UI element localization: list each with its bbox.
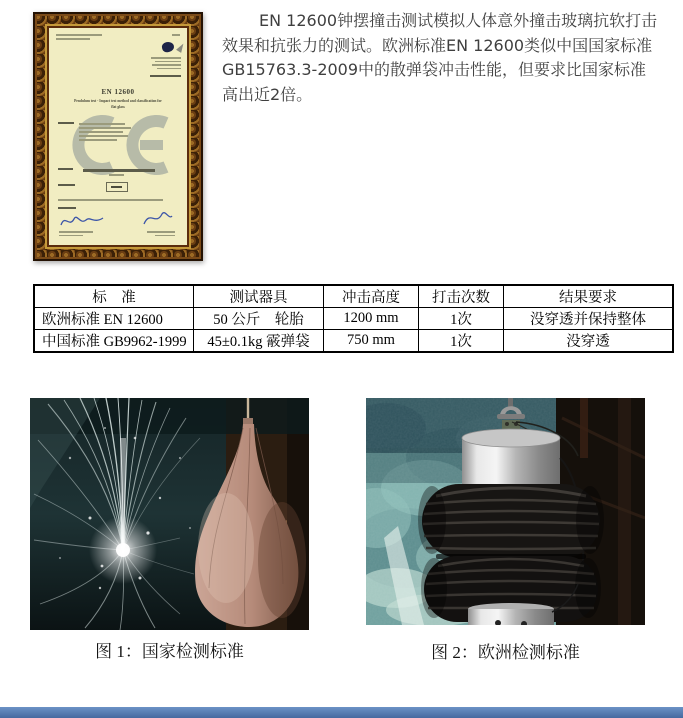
cert-fineprint bbox=[59, 231, 93, 233]
cert-fineprint bbox=[155, 235, 175, 237]
cert-fineprint bbox=[151, 57, 181, 59]
cert-fineprint bbox=[58, 199, 163, 201]
cert-fineprint bbox=[58, 184, 75, 186]
pen-icon bbox=[176, 42, 186, 53]
cert-fineprint bbox=[150, 75, 181, 77]
test-result-box bbox=[106, 182, 128, 192]
column-header-result: 结果要求 bbox=[504, 285, 674, 308]
signature-icon bbox=[59, 212, 107, 230]
cert-fineprint bbox=[59, 235, 83, 237]
column-header-hits: 打击次数 bbox=[419, 285, 504, 308]
cert-fineprint bbox=[172, 34, 180, 36]
standards-table bbox=[33, 284, 674, 353]
paragraph-line: 高出近2倍。 bbox=[222, 84, 313, 104]
table-cell: 欧洲标准 EN 12600 bbox=[34, 308, 194, 330]
table-cell: 45±0.1kg 霰弹袋 bbox=[194, 330, 324, 353]
certificate-photo bbox=[33, 12, 203, 261]
cert-fineprint bbox=[79, 135, 128, 137]
twin-tire-impactor-photo bbox=[366, 398, 645, 625]
column-header-height: 冲击高度 bbox=[324, 285, 419, 308]
column-header-device: 测试器具 bbox=[194, 285, 324, 308]
shot-bag-test-photo bbox=[30, 398, 309, 630]
intro-paragraph bbox=[222, 9, 678, 107]
table-cell: 50 公斤 轮胎 bbox=[194, 308, 324, 330]
column-header-standard: 标 准 bbox=[34, 285, 194, 308]
table-cell: 750 mm bbox=[324, 330, 419, 353]
cert-fineprint bbox=[56, 34, 102, 36]
certificate-subtitle: flat glass bbox=[111, 104, 125, 109]
cert-fineprint bbox=[79, 131, 123, 133]
cert-fineprint bbox=[56, 38, 90, 40]
table-cell: 没穿透 bbox=[504, 330, 674, 353]
bottom-divider-bar bbox=[0, 707, 683, 718]
certificate-title: EN 12600 bbox=[101, 88, 135, 96]
cert-fineprint bbox=[152, 64, 181, 66]
table-cell: 1次 bbox=[419, 308, 504, 330]
certificate-frame-bevel bbox=[45, 24, 191, 249]
table-row bbox=[34, 330, 673, 353]
cert-fineprint bbox=[155, 61, 181, 63]
cert-fineprint bbox=[157, 68, 181, 70]
cert-fineprint bbox=[109, 174, 124, 176]
certificate-subtitle: Pendulum test - Impact test method and classification for bbox=[74, 98, 162, 103]
notified-body-logo-icon bbox=[161, 41, 175, 53]
certificate-paper bbox=[49, 28, 187, 245]
cert-product-line bbox=[83, 169, 155, 172]
cert-fineprint bbox=[79, 127, 131, 129]
table-cell: 1200 mm bbox=[324, 308, 419, 330]
cert-fineprint bbox=[58, 168, 73, 170]
paragraph-line: 效果和抗张力的测试。欧洲标准EN 12600类似中国国家标准 bbox=[222, 35, 653, 55]
cert-fineprint bbox=[79, 139, 117, 141]
table-row bbox=[34, 308, 673, 330]
signature-icon bbox=[141, 210, 175, 228]
paragraph-line: EN 12600钟摆撞击测试模拟人体意外撞击玻璃抗软打击 bbox=[259, 11, 658, 30]
table-cell: 中国标准 GB9962-1999 bbox=[34, 330, 194, 353]
cert-fineprint bbox=[79, 123, 125, 125]
cert-fineprint bbox=[58, 207, 76, 209]
cert-fineprint bbox=[58, 122, 74, 124]
figure-2-caption: 图 2：欧洲检测标准 bbox=[431, 643, 580, 662]
paragraph-line: GB15763.3-2009中的散弹袋冲击性能，但要求比国家标准 bbox=[222, 60, 647, 79]
table-cell: 没穿透并保持整体 bbox=[504, 308, 674, 330]
table-cell: 1次 bbox=[419, 330, 504, 353]
cert-fineprint bbox=[147, 231, 175, 233]
figure-1-caption: 图 1：国家检测标准 bbox=[95, 642, 244, 661]
table-header-row bbox=[34, 285, 673, 308]
